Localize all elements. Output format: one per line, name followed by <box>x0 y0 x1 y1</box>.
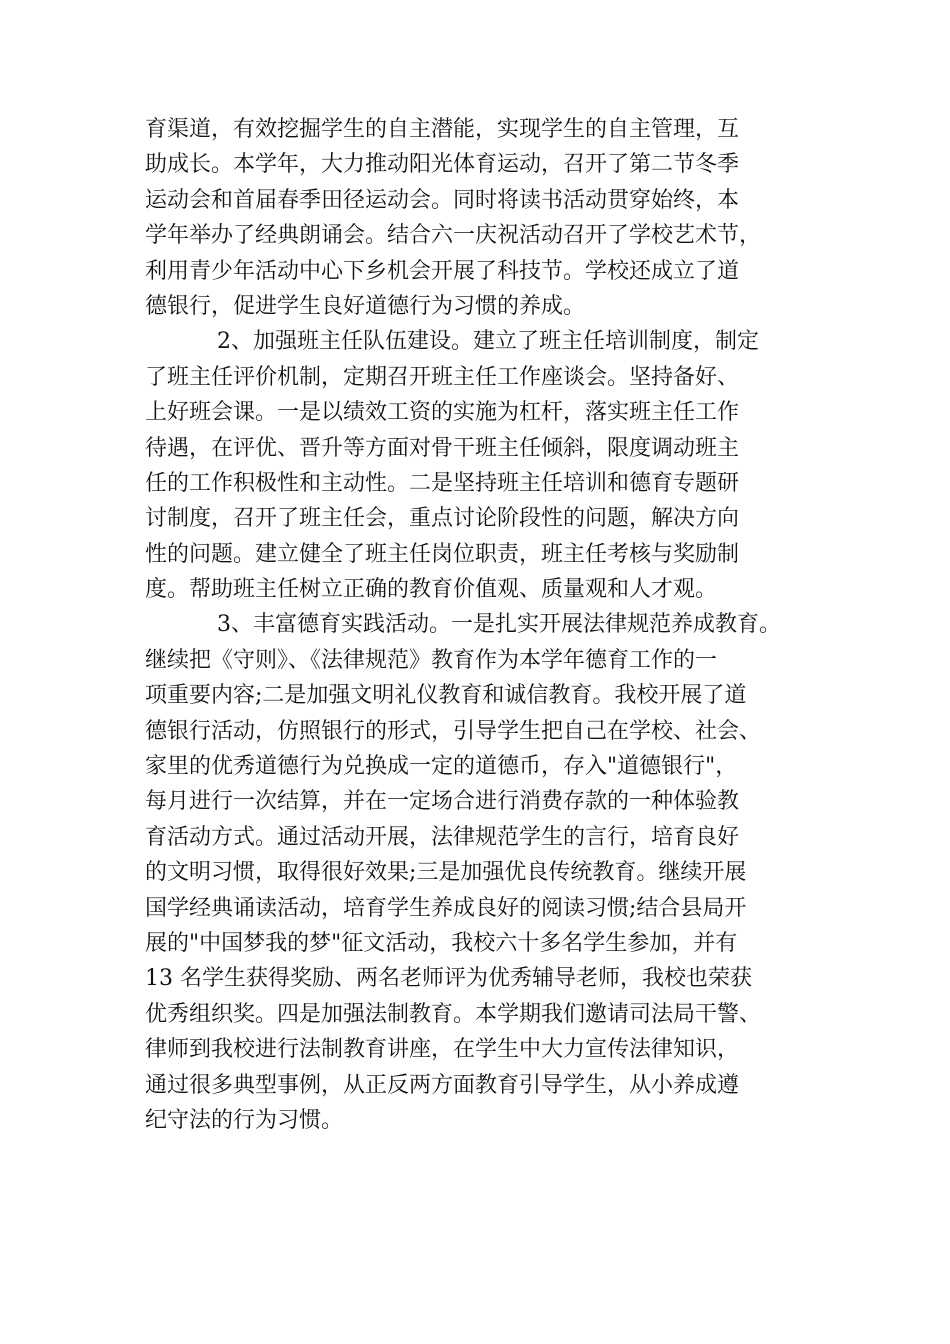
text-line: 通过很多典型事例，从正反两方面教育引导学生，从小养成遵 <box>145 1072 740 1098</box>
text-line: 国学经典诵读活动，培育学生养成良好的阅读习惯;结合县局开 <box>145 895 747 921</box>
text-line: 利用青少年活动中心下乡机会开展了科技节。学校还成立了道 <box>145 258 740 284</box>
text-line: 纪守法的行为习惯。 <box>145 1107 344 1133</box>
text-line: 每月进行一次结算，并在一定场合进行消费存款的一种体验教 <box>145 789 740 815</box>
text-line: 了班主任评价机制，定期召开班主任工作座谈会。坚持备好、 <box>145 364 740 390</box>
text-line: 运动会和首届春季田径运动会。同时将读书活动贯穿始终，本 <box>145 187 740 213</box>
text-line: 性的问题。建立健全了班主任岗位职责，班主任考核与奖励制 <box>145 541 740 567</box>
text-line: 助成长。本学年，大力推动阳光体育运动，召开了第二节冬季 <box>145 152 740 178</box>
text-line: 的文明习惯，取得很好效果;三是加强优良传统教育。继续开展 <box>145 860 747 886</box>
text-line: 项重要内容;二是加强文明礼仪教育和诚信教育。我校开展了道 <box>145 683 747 709</box>
text-line: 上好班会课。一是以绩效工资的实施为杠杆，落实班主任工作 <box>145 400 740 426</box>
text-line: 学年举办了经典朗诵会。结合六一庆祝活动召开了学校艺术节， <box>145 223 762 249</box>
text-line: 德银行活动，仿照银行的形式，引导学生把自己在学校、社会、 <box>145 718 762 744</box>
text-line: 继续把《守则》、《法律规范》教育作为本学年德育工作的一 <box>145 647 718 673</box>
text-line: 优秀组织奖。四是加强法制教育。本学期我们邀请司法局干警、 <box>145 1001 762 1027</box>
text-line: 德银行，促进学生良好道德行为习惯的养成。 <box>145 293 586 319</box>
paragraph-first-line: 3、丰富德育实践活动。一是扎实开展法律规范养成教育。 <box>217 612 781 638</box>
text-line: 育活动方式。通过活动开展，法律规范学生的言行，培育良好 <box>145 824 740 850</box>
text-line: 讨制度，召开了班主任会，重点讨论阶段性的问题，解决方向 <box>145 506 740 532</box>
text-line: 律师到我校进行法制教育讲座，在学生中大力宣传法律知识， <box>145 1037 740 1063</box>
text-line: 育渠道，有效挖掘学生的自主潜能，实现学生的自主管理，互 <box>145 117 740 142</box>
text-line: 展的"中国梦我的梦"征文活动，我校六十多名学生参加，并有 <box>145 930 738 956</box>
text-line: 家里的优秀道德行为兑换成一定的道德币，存入"道德银行"， <box>145 754 738 780</box>
text-line: 任的工作积极性和主动性。二是坚持班主任培训和德育专题研 <box>145 470 740 496</box>
text-line: 待遇，在评优、晋升等方面对骨干班主任倾斜，限度调动班主 <box>145 435 740 461</box>
text-line: 13 名学生获得奖励、两名老师评为优秀辅导老师，我校也荣获 <box>145 966 752 992</box>
paragraph-first-line: 2、加强班主任队伍建设。建立了班主任培训制度，制定 <box>217 329 759 355</box>
body-text <box>145 112 815 1138</box>
text-line: 度。帮助班主任树立正确的教育价值观、质量观和人才观。 <box>145 577 718 603</box>
